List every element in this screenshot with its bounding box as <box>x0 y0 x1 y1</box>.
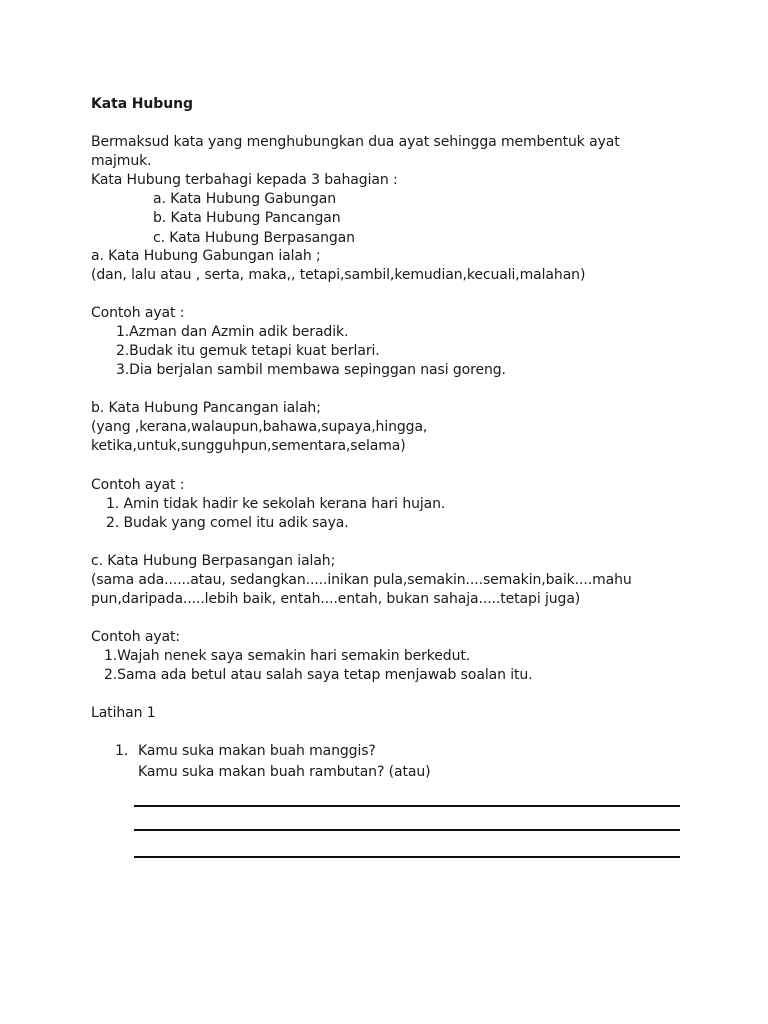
intro-line: Bermaksud kata yang menghubungkan dua ayat sehingga membentuk ayat <box>91 134 620 150</box>
intro-line: Kata Hubung terbahagi kepada 3 bahagian : <box>91 172 398 188</box>
page-title: Kata Hubung <box>91 96 193 112</box>
berpasangan-list: pun,daripada.....lebih baik, entah....entah, bukan sahaja.....tetapi juga) <box>91 591 581 607</box>
example-line: 2.Budak itu gemuk tetapi kuat berlari. <box>116 343 380 359</box>
section-heading-berpasangan: c. Kata Hubung Berpasangan ialah; <box>91 553 336 569</box>
contoh-label: Contoh ayat : <box>91 305 185 321</box>
example-line: 2. Budak yang comel itu adik saya. <box>106 515 349 531</box>
intro-line: majmuk. <box>91 153 152 169</box>
section-heading-pancangan: b. Kata Hubung Pancangan ialah; <box>91 400 321 416</box>
question-number: 1. <box>115 743 129 759</box>
question-line: Kamu suka makan buah manggis? <box>138 743 376 759</box>
berpasangan-list: (sama ada......atau, sedangkan.....inikan pula,semakin....semakin,baik....mahu <box>91 572 632 588</box>
answer-line[interactable] <box>134 856 680 858</box>
example-line: 2.Sama ada betul atau salah saya tetap menjawab soalan itu. <box>104 667 533 683</box>
contoh-label: Contoh ayat : <box>91 477 185 493</box>
section-heading-gabungan: a. Kata Hubung Gabungan ialah ; <box>91 248 321 264</box>
gabungan-list: (dan, lalu atau , serta, maka,, tetapi,sambil,kemudian,kecuali,malahan) <box>91 267 586 283</box>
question-line: Kamu suka makan buah rambutan? (atau) <box>138 764 431 780</box>
type-item: b. Kata Hubung Pancangan <box>153 210 341 226</box>
example-line: 1.Wajah nenek saya semakin hari semakin berkedut. <box>104 648 471 664</box>
pancangan-list: ketika,untuk,sungguhpun,sementara,selama) <box>91 438 406 454</box>
latihan-heading: Latihan 1 <box>91 705 156 721</box>
type-item: c. Kata Hubung Berpasangan <box>153 230 355 246</box>
contoh-label: Contoh ayat: <box>91 629 181 645</box>
example-line: 1.Azman dan Azmin adik beradik. <box>116 324 349 340</box>
example-line: 1. Amin tidak hadir ke sekolah kerana hari hujan. <box>106 496 446 512</box>
pancangan-list: (yang ,kerana,walaupun,bahawa,supaya,hingga, <box>91 419 428 435</box>
example-line: 3.Dia berjalan sambil membawa sepinggan nasi goreng. <box>116 362 506 378</box>
answer-line[interactable] <box>134 805 680 807</box>
answer-line[interactable] <box>134 829 680 831</box>
type-item: a. Kata Hubung Gabungan <box>153 191 336 207</box>
